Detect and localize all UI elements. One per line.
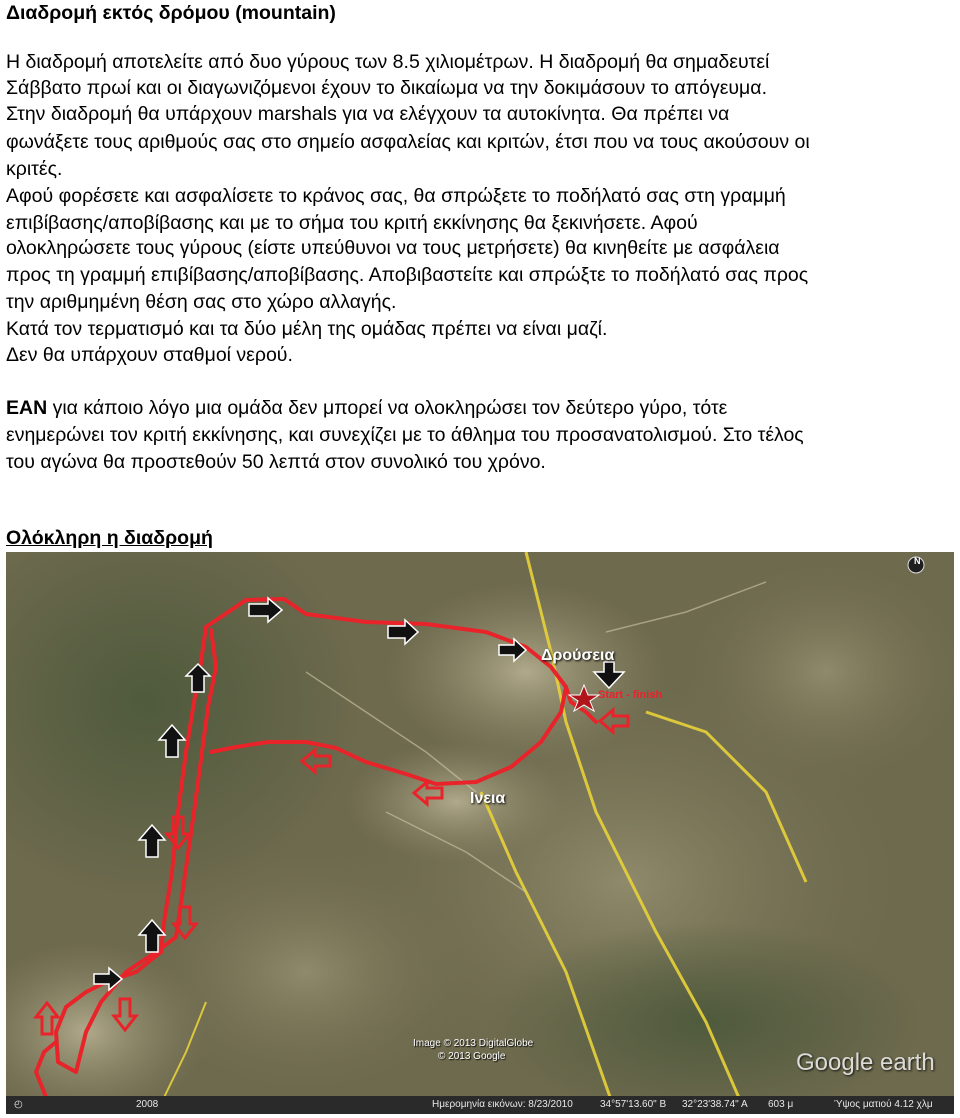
paragraph-line-7: επιβίβασης/αποβίβασης και με το σήμα του κριτή εκκίνησης θα ξεκινήσετε. Αφού [6, 212, 698, 234]
google-earth-logo: Google earth [796, 1049, 935, 1076]
imagery-credit: Image © 2013 DigitalGlobe [413, 1038, 534, 1049]
paragraph-line-10: την αριθμημένη θέση σας στο χώρο αλλαγής. [6, 291, 397, 313]
place-label-ineia: Ινεια [470, 790, 506, 807]
notice-bold-word: ΕΑΝ [6, 397, 48, 419]
imagery-year: 2008 [136, 1099, 159, 1110]
eye-altitude-readout: Ύψος ματιού 4.12 χλμ [834, 1099, 933, 1110]
paragraph-line-3: Στην διαδρομή θα υπάρχουν marshals για να ελέγχουν τα αυτοκίνητα. Θα πρέπει να [6, 103, 730, 125]
place-label-drouseia: Δρούσεια [541, 647, 615, 664]
google-credit: © 2013 Google [438, 1051, 506, 1062]
paragraph-line-5: κριτές. [6, 158, 63, 180]
imagery-date: Ημερομηνία εικόνων: 8/23/2010 [432, 1099, 573, 1110]
paragraph-line-4: φωνάξετε τους αριθμούς σας στο σημείο ασφαλείας και κριτών, έτσι που να τους ακούσουν οι [6, 131, 810, 153]
start-finish-label: Start - finish [598, 689, 663, 701]
paragraph-line-8: ολοκληρώσετε τους γύρους (είστε υπεύθυνοι να τους μετρήσετε) θα κινηθείτε με ασφάλεια [6, 237, 780, 259]
paragraph-line-6: Αφού φορέσετε και ασφαλίσετε το κράνος σας, θα σπρώξετε το ποδήλατό σας στη γραμμή [6, 185, 786, 207]
history-clock-icon[interactable]: ◴ [14, 1099, 23, 1110]
longitude-readout: 32°23'38.74" Α [682, 1099, 748, 1110]
section-title-offroad: Διαδρομή εκτός δρόμου (mountain) [6, 2, 336, 24]
notice-line-1-rest: για κάποιο λόγο μια ομάδα δεν μπορεί να ολοκληρώσει τον δεύτερο γύρο, τότε [47, 397, 728, 419]
paragraph-line-11: Κατά τον τερματισμό και τα δύο μέλη της ομάδας πρέπει να είναι μαζί. [6, 318, 608, 340]
paragraph-line-1: Η διαδρομή αποτελείτε από δυο γύρους των 8.5 χιλιομέτρων. Η διαδρομή θα σημαδευτεί [6, 51, 770, 73]
latitude-readout: 34°57'13.60" Β [600, 1099, 667, 1110]
paragraph-line-2: Σάββατο πρωί και οι διαγωνιζόμενοι έχουν το δικαίωμα να την δοκιμάσουν το απόγευμα. [6, 77, 767, 99]
notice-line-2: ενημερώνει τον κριτή εκκίνησης, και συνεχίζει με το άθλημα του προσανατολισμού. Στο τέλος [6, 424, 804, 446]
elevation-readout: 603 μ [768, 1099, 794, 1110]
north-label: N [914, 556, 921, 566]
route-map [6, 552, 954, 1114]
paragraph-line-12: Δεν θα υπάρχουν σταθμοί νερού. [6, 344, 293, 366]
paragraph-line-9: προς τη γραμμή επιβίβασης/αποβίβασης. Αποβιβαστείτε και σπρώξτε το ποδήλατό σας προς [6, 264, 809, 286]
notice-line-1 [6, 395, 727, 421]
notice-line-3: του αγώνα θα προστεθούν 50 λεπτά στον συνολικό του χρόνο. [6, 451, 546, 473]
map-status-bar [6, 1096, 954, 1114]
section-title-full-route: Ολόκληρη η διαδρομή [6, 527, 213, 549]
